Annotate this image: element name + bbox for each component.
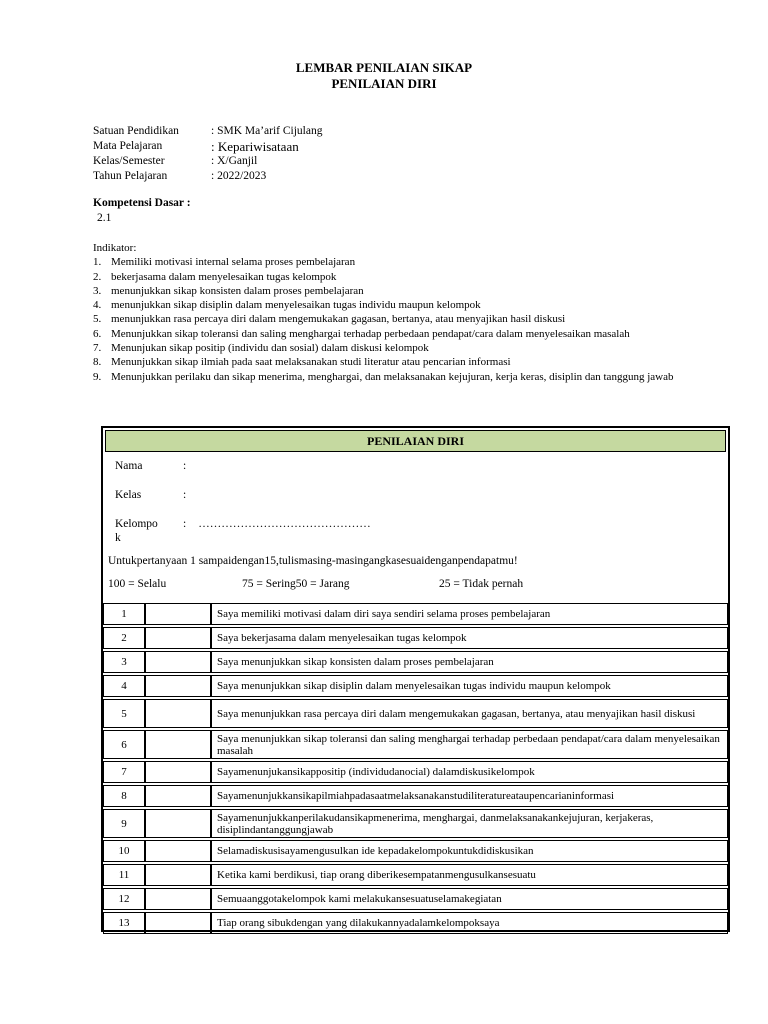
- nama-field: [115, 460, 186, 472]
- kelompok-label: Kelompo k: [115, 518, 158, 544]
- title-main: LEMBAR PENILAIAN SIKAP: [295, 60, 473, 75]
- indikator-item: [93, 327, 693, 341]
- row-number: 6: [103, 730, 145, 759]
- indikator-number: 4.: [93, 299, 102, 312]
- instruction-text: Untukpertanyaan 1 sampaidengan15,tulismasing-masingangkasesuaidenganpendapatmu!: [108, 555, 518, 567]
- panel-header: PENILAIAN DIRI: [105, 430, 726, 452]
- info-label: Mata Pelajaran: [93, 140, 163, 152]
- table-row: [103, 730, 728, 759]
- indikator-item: [93, 270, 693, 284]
- indikator-item: [93, 298, 693, 312]
- indikator-text: Memiliki motivasi internal selama proses pembelajaran: [111, 256, 356, 269]
- assessment-table: [103, 601, 728, 936]
- statement-text: Sayamenunjukkansikapilmiahpadasaatmelaksanakanstudiliteratureataupencarianinformasi: [211, 785, 728, 807]
- info-value: : 2022/2023: [211, 170, 267, 182]
- score-cell[interactable]: [145, 627, 211, 649]
- indikator-number: 6.: [93, 327, 102, 340]
- indikator-item: [93, 370, 693, 384]
- info-label: Satuan Pendidikan: [93, 125, 179, 137]
- info-row: [93, 124, 322, 139]
- statement-text: Saya menunjukkan sikap konsisten dalam proses pembelajaran: [211, 651, 728, 673]
- indikator-text: bekerjasama dalam menyelesaikan tugas kelompok: [111, 270, 337, 283]
- nama-label: Nama: [115, 460, 143, 472]
- table-row: [103, 627, 728, 649]
- statement-text: Sayamenunjukkanperilakudansikapmenerima, menghargai, danmelaksanakankejujuran, kerjakeras, disiplindantanggungjawab: [211, 809, 728, 838]
- table-row: [103, 809, 728, 838]
- kelas-colon: :: [183, 489, 187, 501]
- score-cell[interactable]: [145, 785, 211, 807]
- info-row: [93, 139, 322, 154]
- info-value: : Kepariwisataan: [211, 139, 299, 154]
- kompetensi-dasar: [93, 196, 191, 226]
- statement-text: Sayamenunjukansikappositip (individudanocial) dalamdiskusikelompok: [211, 761, 728, 783]
- statement-text: Tiap orang sibukdengan yang dilakukannyadalamkelompoksaya: [211, 912, 728, 934]
- table-row: [103, 761, 728, 783]
- indikator-text: menunjukkan rasa percaya diri dalam mengemukakan gagasan, bertanya, atau menyajikan hasil diskusi: [111, 313, 566, 326]
- table-row: [103, 651, 728, 673]
- indikator-number: 1.: [93, 256, 102, 269]
- indikator-item: [93, 355, 693, 369]
- score-cell[interactable]: [145, 603, 211, 625]
- identity-block: [93, 124, 322, 184]
- table-row: [103, 912, 728, 934]
- kelompok-field: [115, 517, 371, 545]
- score-cell[interactable]: [145, 840, 211, 862]
- indikator-text: Menunjukkan sikap ilmiah pada saat melaksanakan studi literatur atau pencarian informasi: [111, 356, 511, 369]
- table-row: [103, 603, 728, 625]
- statement-text: Saya menunjukkan rasa percaya diri dalam mengemukakan gagasan, bertanya, atau menyajikan hasil diskusi: [211, 699, 728, 728]
- indikator-text: menunjukkan sikap disiplin dalam menyelesaikan tugas individu maupun kelompok: [111, 299, 481, 312]
- self-assessment-panel: [101, 426, 730, 932]
- score-cell[interactable]: [145, 699, 211, 728]
- statement-text: Saya bekerjasama dalam menyelesaikan tugas kelompok: [211, 627, 728, 649]
- table-row: [103, 840, 728, 862]
- table-row: [103, 699, 728, 728]
- indikator-number: 5.: [93, 313, 102, 326]
- nama-colon: :: [183, 460, 187, 472]
- score-cell[interactable]: [145, 761, 211, 783]
- rating-scale: [108, 578, 708, 594]
- info-label: Tahun Pelajaran: [93, 170, 168, 182]
- indikator-text: Menunjukan sikap positip (individu dan sosial) dalam diskusi kelompok: [111, 342, 429, 355]
- statement-text: Ketika kami berdikusi, tiap orang diberikesempatanmengusulkansesuatu: [211, 864, 728, 886]
- indikator-item: [93, 255, 693, 269]
- info-label: Kelas/Semester: [93, 155, 165, 167]
- indikator-text: Menunjukkan perilaku dan sikap menerima, menghargai, dan melaksanakan kejujuran, kerja keras, disiplin dan tanggung jawab: [111, 370, 674, 383]
- kelompok-colon: :: [183, 518, 187, 530]
- row-number: 1: [103, 603, 145, 625]
- score-cell[interactable]: [145, 730, 211, 759]
- indikator-number: 8.: [93, 356, 102, 369]
- score-cell[interactable]: [145, 809, 211, 838]
- row-number: 4: [103, 675, 145, 697]
- score-cell[interactable]: [145, 888, 211, 910]
- info-value: : SMK Ma’arif Cijulang: [211, 125, 323, 137]
- row-number: 12: [103, 888, 145, 910]
- row-number: 9: [103, 809, 145, 838]
- table-row: [103, 785, 728, 807]
- row-number: 8: [103, 785, 145, 807]
- statement-text: Saya menunjukkan sikap disiplin dalam menyelesaikan tugas individu maupun kelompok: [211, 675, 728, 697]
- row-number: 3: [103, 651, 145, 673]
- kelas-field: [115, 489, 186, 501]
- info-row: [93, 169, 322, 184]
- score-cell[interactable]: [145, 651, 211, 673]
- statement-text: Saya menunjukkan sikap toleransi dan saling menghargai terhadap perbedaan pendapat/cara dalam menyelesaikan masalah: [211, 730, 728, 759]
- indikator-section: [93, 241, 693, 384]
- row-number: 10: [103, 840, 145, 862]
- indikator-heading: Indikator:: [93, 242, 137, 254]
- table-row: [103, 675, 728, 697]
- indikator-item: [93, 312, 693, 326]
- kompetensi-heading: Kompetensi Dasar :: [93, 197, 191, 209]
- table-row: [103, 864, 728, 886]
- title-sub: PENILAIAN DIRI: [331, 76, 437, 91]
- row-number: 11: [103, 864, 145, 886]
- kelompok-dots: ………………………………………: [198, 518, 371, 530]
- indikator-number: 2.: [93, 270, 102, 283]
- scale-tidak-pernah: 25 = Tidak pernah: [439, 578, 524, 590]
- indikator-list: [93, 255, 693, 384]
- score-cell[interactable]: [145, 864, 211, 886]
- indikator-number: 9.: [93, 370, 102, 383]
- table-row: [103, 888, 728, 910]
- row-number: 5: [103, 699, 145, 728]
- row-number: 7: [103, 761, 145, 783]
- scale-selalu: 100 = Selalu: [108, 578, 167, 590]
- info-value: : X/Ganjil: [211, 155, 258, 167]
- indikator-item: [93, 284, 693, 298]
- score-cell[interactable]: [145, 912, 211, 934]
- score-cell[interactable]: [145, 675, 211, 697]
- scale-sering-jarang: 75 = Sering50 = Jarang: [242, 578, 350, 590]
- statement-text: Saya memiliki motivasi dalam diri saya sendiri selama proses pembelajaran: [211, 603, 728, 625]
- statement-text: Selamadiskusisayamengusulkan ide kepadakelompokuntukdidiskusikan: [211, 840, 728, 862]
- info-row: [93, 154, 322, 169]
- kelas-label: Kelas: [115, 489, 142, 501]
- indikator-number: 7.: [93, 342, 102, 355]
- indikator-text: menunjukkan sikap konsisten dalam proses pembelajaran: [111, 284, 364, 297]
- indikator-text: Menunjukkan sikap toleransi dan saling menghargai terhadap perbedaan pendapat/cara dalam menyelesaikan masalah: [111, 327, 630, 340]
- statement-text: Semuaanggotakelompok kami melakukansesuatuselamakegiatan: [211, 888, 728, 910]
- indikator-number: 3.: [93, 284, 102, 297]
- row-number: 13: [103, 912, 145, 934]
- indikator-item: [93, 341, 693, 355]
- row-number: 2: [103, 627, 145, 649]
- document-title: [0, 60, 768, 92]
- kompetensi-value: 2.1: [97, 212, 112, 224]
